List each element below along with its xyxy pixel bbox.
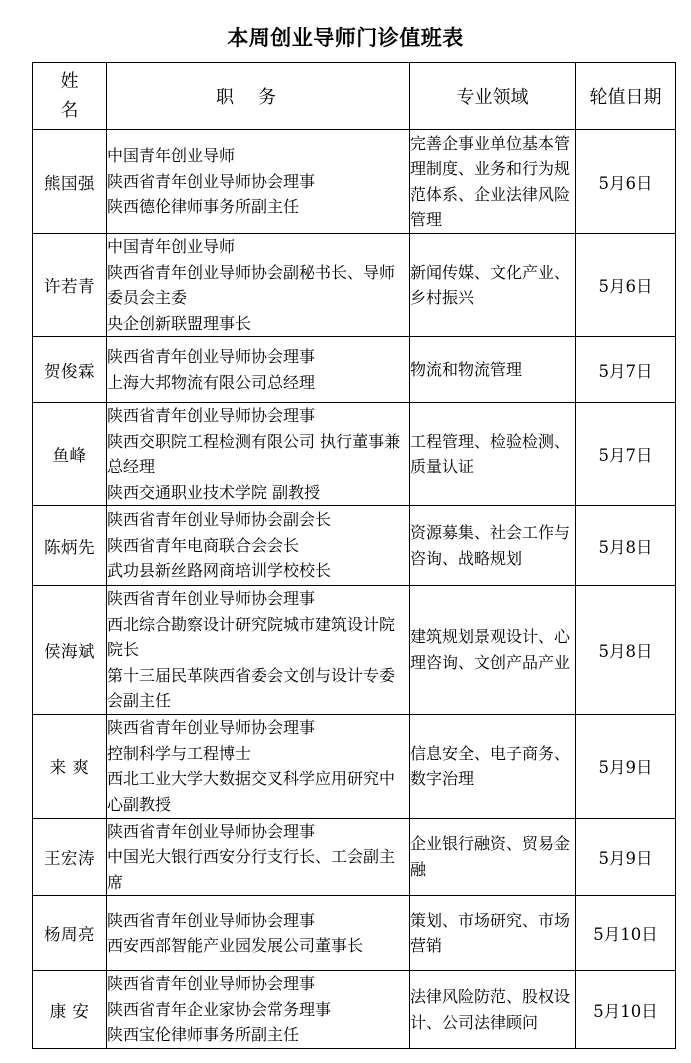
header-position: 职务 [107, 63, 410, 130]
position-line: 上海大邦物流有限公司总经理 [107, 372, 316, 392]
mentor-area: 法律风险防范、股权设计、公司法律顾问 [410, 971, 576, 1049]
mentor-name: 鱼峰 [33, 403, 107, 506]
mentor-name: 杨周亮 [33, 896, 107, 971]
mentor-name: 许若青 [33, 234, 107, 337]
position-line: 陕西省青年创业导师协会理事 [107, 821, 316, 841]
header-row [33, 63, 676, 130]
mentor-area: 企业银行融资、贸易金融 [410, 818, 576, 896]
position-line: 西北工业大学大数据交叉科学应用研究中心副教授 [107, 769, 396, 814]
position-line: 陕西德伦律师事务所副主任 [107, 197, 300, 217]
mentor-name: 贺俊霖 [33, 337, 107, 403]
duty-date: 5月9日 [576, 714, 676, 818]
duty-date: 5月6日 [576, 234, 676, 337]
position-line: 陕西省青年创业导师协会理事 [107, 910, 316, 930]
duty-date: 5月6日 [576, 130, 676, 234]
duty-date: 5月8日 [576, 586, 676, 715]
mentor-area: 物流和物流管理 [410, 337, 576, 403]
position-line: 武功县新丝路网商培训学校校长 [107, 561, 332, 581]
duty-date: 5月8日 [576, 506, 676, 586]
mentor-positions [107, 337, 410, 403]
position-line: 陕西省青年创业导师协会理事 [107, 406, 316, 425]
mentor-name: 王宏涛 [33, 818, 107, 896]
mentor-area: 新闻传媒、文化产业、乡村振兴 [410, 234, 576, 337]
page-title: 本周创业导师门诊值班表 [227, 25, 464, 50]
mentor-positions [107, 586, 410, 715]
duty-date: 5月7日 [576, 403, 676, 506]
mentor-area: 资源募集、社会工作与咨询、战略规划 [410, 506, 576, 586]
position-line: 中国光大银行西安分行支行长、工会副主席 [107, 847, 396, 892]
position-line: 陕西省青年企业家协会常务理事 [107, 999, 332, 1019]
mentor-positions [107, 506, 410, 586]
position-line: 陕西省青年电商联合会会长 [107, 535, 300, 555]
table-row [33, 714, 676, 818]
table-row [33, 971, 676, 1049]
mentor-positions [107, 818, 410, 896]
mentor-positions [107, 130, 410, 234]
position-line: 中国青年创业导师 [107, 237, 236, 256]
position-line: 陕西省青年创业导师协会理事 [107, 347, 316, 366]
position-line: 陕西省青年创业导师协会理事 [107, 171, 316, 191]
mentor-positions [107, 234, 410, 337]
mentor-area: 完善企事业单位基本管理制度、业务和行为规范体系、企业法律风险管理 [410, 130, 576, 234]
table-row [33, 506, 676, 586]
position-line: 陕西省青年创业导师协会理事 [107, 974, 316, 994]
duty-date: 5月10日 [576, 896, 676, 971]
position-line: 中国青年创业导师 [107, 146, 236, 166]
table-row [33, 337, 676, 403]
mentor-positions [107, 971, 410, 1049]
header-area: 专业领域 [410, 63, 576, 130]
mentor-area: 信息安全、电子商务、数字治理 [410, 714, 576, 818]
table-row [33, 130, 676, 234]
position-line: 陕西宝伦律师事务所副主任 [107, 1025, 300, 1045]
position-line: 西安西部智能产业园发展公司董事长 [107, 936, 364, 955]
mentor-name: 侯海斌 [33, 586, 107, 715]
duty-date: 5月7日 [576, 337, 676, 403]
mentor-area: 建筑规划景观设计、心理咨询、文创产品产业 [410, 586, 576, 715]
table-row [33, 586, 676, 715]
table-row [33, 818, 676, 896]
duty-date: 5月9日 [576, 818, 676, 896]
mentor-area: 工程管理、检验检测、质量认证 [410, 403, 576, 506]
table-row [33, 896, 676, 971]
position-line: 陕西省青年创业导师协会理事 [107, 589, 316, 608]
header-name: 姓名 [33, 63, 107, 130]
mentor-name: 康 安 [33, 971, 107, 1049]
header-date: 轮值日期 [576, 63, 676, 130]
position-line: 央企创新联盟理事长 [107, 313, 252, 333]
duty-table [32, 62, 676, 1049]
mentor-area: 策划、市场研究、市场营销 [410, 896, 576, 971]
mentor-positions [107, 896, 410, 971]
position-line: 第十三届民革陕西省委会文创与设计专委会副主任 [107, 665, 396, 710]
table-row [33, 403, 676, 506]
duty-date: 5月10日 [576, 971, 676, 1049]
mentor-name: 陈炳先 [33, 506, 107, 586]
position-line: 控制科学与工程博士 [107, 743, 252, 763]
mentor-positions [107, 403, 410, 506]
mentor-name: 来 爽 [33, 714, 107, 818]
position-line: 西北综合勘察设计研究院城市建筑设计院院长 [107, 614, 396, 659]
mentor-positions [107, 714, 410, 818]
mentor-name: 熊国强 [33, 130, 107, 234]
table-row [33, 234, 676, 337]
position-line: 陕西省青年创业导师协会副会长 [107, 510, 332, 530]
position-line: 陕西交职院工程检测有限公司 执行董事兼总经理 [107, 431, 401, 476]
position-line: 陕西交通职业技术学院 副教授 [107, 482, 321, 502]
position-line: 陕西省青年创业导师协会理事 [107, 718, 316, 737]
position-line: 陕西省青年创业导师协会副秘书长、导师委员会主委 [107, 262, 396, 307]
